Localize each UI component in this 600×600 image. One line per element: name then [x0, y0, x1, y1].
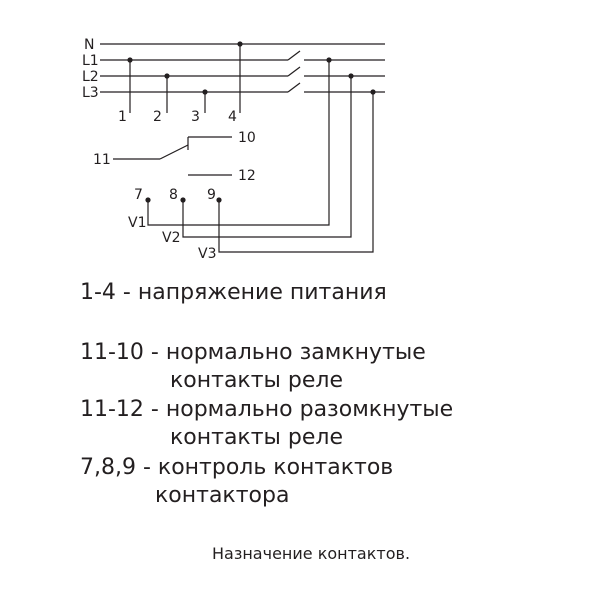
contactor-blade-l3 — [288, 83, 300, 92]
terminal-label-12: 12 — [238, 168, 256, 184]
junction-dot-t2 — [164, 73, 169, 78]
terminal-label-8: 8 — [169, 187, 178, 203]
control-label-v3: V3 — [198, 246, 217, 262]
bus-label-l1: L1 — [82, 53, 99, 69]
junction-dot-v1 — [326, 57, 331, 62]
legend-item-control: 7,8,9 - контроль контактов — [80, 455, 394, 480]
legend-item-power: 1-4 - напряжение питания — [80, 280, 387, 305]
bus-label-l3: L3 — [82, 85, 99, 101]
legend-item-nc-contacts-cont: контакты реле — [170, 368, 343, 393]
junction-dot-t8 — [180, 197, 185, 202]
terminal-label-4: 4 — [228, 109, 237, 125]
control-label-v1: V1 — [128, 215, 147, 231]
wiring-diagram — [0, 0, 600, 270]
diagram-caption: Назначение контактов. — [212, 544, 411, 563]
terminal-label-11: 11 — [93, 152, 111, 168]
terminal-label-9: 9 — [207, 187, 216, 203]
terminal-label-1: 1 — [118, 109, 127, 125]
terminal-label-3: 3 — [191, 109, 200, 125]
junction-dot-v2 — [348, 73, 353, 78]
legend-item-nc-contacts: 11-10 - нормально замкнутые — [80, 340, 426, 365]
terminal-label-7: 7 — [134, 187, 143, 203]
junction-dot-t4 — [237, 41, 242, 46]
bus-label-l2: L2 — [82, 69, 99, 85]
control-wire-v2 — [183, 76, 351, 237]
terminal-label-10: 10 — [238, 130, 256, 146]
junction-dot-t7 — [145, 197, 150, 202]
junction-dot-v3 — [370, 89, 375, 94]
terminal-label-2: 2 — [153, 109, 162, 125]
contactor-blade-l2 — [288, 67, 300, 76]
junction-dot-t9 — [216, 197, 221, 202]
contactor-blade-l1 — [288, 51, 300, 60]
junction-dot-t1 — [127, 57, 132, 62]
legend-item-no-contacts: 11-12 - нормально разомкнутые — [80, 397, 454, 422]
control-label-v2: V2 — [162, 230, 181, 246]
bus-label-n: N — [84, 37, 95, 53]
relay-switch-blade — [160, 145, 188, 159]
legend-item-no-contacts-cont: контакты реле — [170, 425, 343, 450]
legend-item-control-cont: контактора — [155, 483, 290, 508]
junction-dot-t3 — [202, 89, 207, 94]
